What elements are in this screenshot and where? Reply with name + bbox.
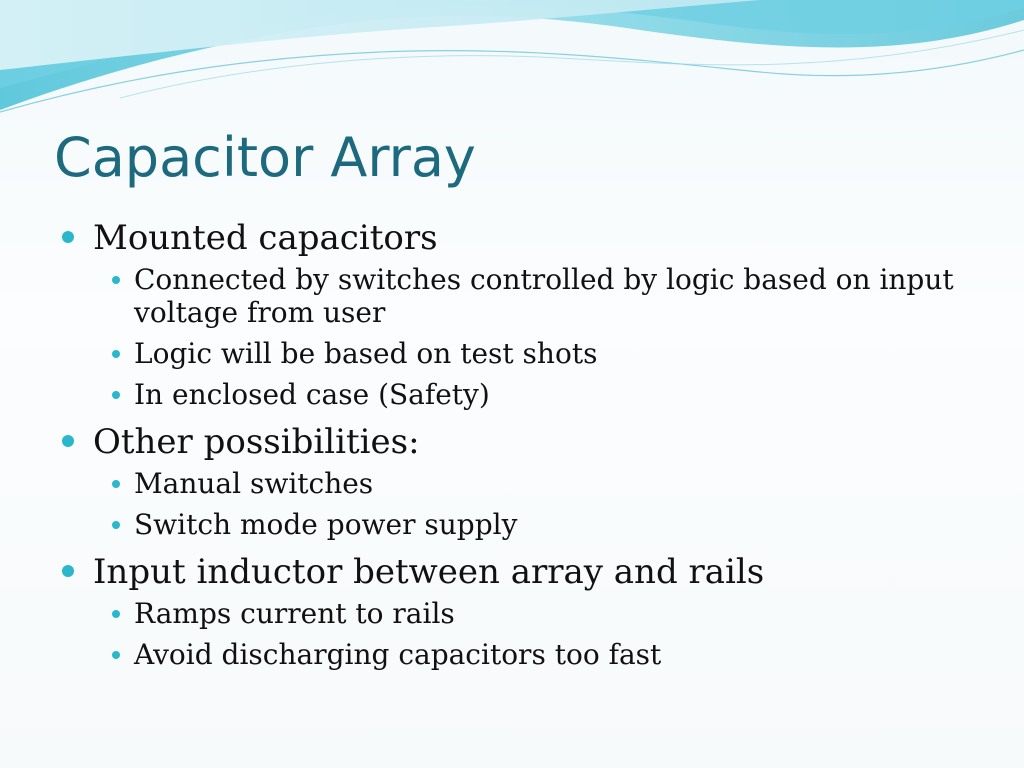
slide-title: Capacitor Array bbox=[54, 126, 476, 189]
sub-bullet-item bbox=[93, 467, 954, 500]
sub-bullet-dot-icon bbox=[112, 521, 120, 529]
sub-bullet-text: Switch mode power supply bbox=[134, 508, 518, 541]
bullet-item bbox=[60, 419, 960, 541]
bullet-item bbox=[60, 549, 960, 671]
sub-bullet-item bbox=[93, 337, 954, 370]
sub-bullet-dot-icon bbox=[112, 350, 120, 358]
sub-bullet-dot-icon bbox=[112, 651, 120, 659]
sub-bullet-text: In enclosed case (Safety) bbox=[134, 378, 490, 411]
bullet-item bbox=[60, 215, 960, 411]
sub-bullet-item bbox=[93, 378, 954, 411]
bullet-dot-icon bbox=[62, 435, 74, 447]
sub-bullet-text: Manual switches bbox=[134, 467, 374, 500]
sub-bullet-text: Avoid discharging capacitors too fast bbox=[134, 638, 662, 671]
sub-bullet-item bbox=[93, 597, 954, 630]
sub-bullet-text: Ramps current to rails bbox=[134, 597, 455, 630]
sub-bullet-dot-icon bbox=[112, 480, 120, 488]
sub-bullet-text: Connected by switches controlled by logic based on input voltage from user bbox=[134, 263, 954, 329]
sub-bullet-list bbox=[93, 263, 960, 411]
bullet-dot-icon bbox=[62, 565, 74, 577]
bullet-text: Input inductor between array and rails bbox=[93, 552, 765, 592]
sub-bullet-dot-icon bbox=[112, 276, 120, 284]
sub-bullet-text: Logic will be based on test shots bbox=[134, 337, 598, 370]
bullet-list bbox=[60, 215, 960, 679]
sub-bullet-item bbox=[93, 508, 954, 541]
sub-bullet-list bbox=[93, 467, 960, 541]
sub-bullet-list bbox=[93, 597, 960, 671]
bullet-text: Mounted capacitors bbox=[93, 218, 438, 258]
bullet-dot-icon bbox=[62, 231, 74, 243]
sub-bullet-dot-icon bbox=[112, 391, 120, 399]
header-wave-decoration bbox=[0, 0, 1024, 130]
bullet-text: Other possibilities: bbox=[93, 422, 420, 462]
sub-bullet-dot-icon bbox=[112, 610, 120, 618]
sub-bullet-item bbox=[93, 638, 954, 671]
sub-bullet-item bbox=[93, 263, 954, 329]
